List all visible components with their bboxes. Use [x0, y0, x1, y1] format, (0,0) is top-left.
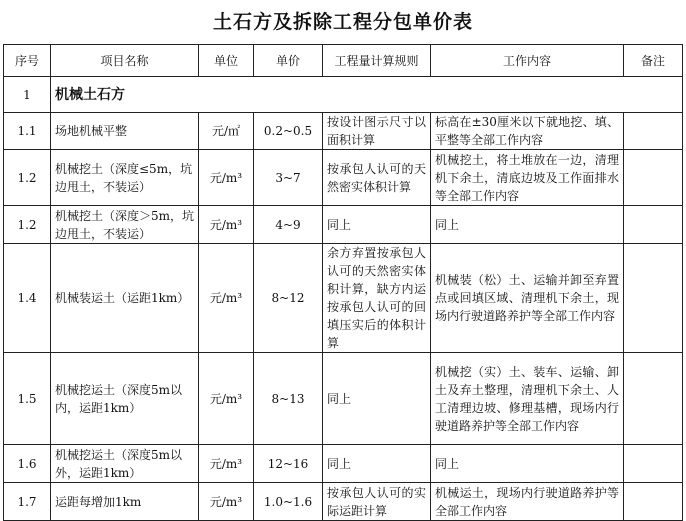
cell-rule: 同上: [323, 445, 431, 483]
cell-unit: 元/m³: [199, 445, 254, 483]
cell-name: 机械挖土（深度≤5m，坑边甩土，不装运）: [51, 150, 199, 206]
cell-remark: [624, 244, 683, 353]
cell-rule: 余方弃置按承包人认可的天然密实体积计算，缺方内运按承包人认可的回填压实后的体积计算: [323, 244, 431, 353]
table-row: [4, 150, 683, 206]
cell-content: 同上: [431, 206, 624, 244]
cell-unit: 元/m³: [199, 206, 254, 244]
cell-remark: [624, 353, 683, 445]
table-row: [4, 206, 683, 244]
table-row: [4, 244, 683, 353]
cell-name: 场地机械平整: [51, 113, 199, 150]
cell-content: 标高在±30厘米以下就地挖、填、平整等全部工作内容: [431, 113, 624, 150]
table-row: [4, 445, 683, 483]
cell-rule: 同上: [323, 353, 431, 445]
cell-price: 0.2~0.5: [254, 113, 323, 150]
cell-content: 机械挖（实）土、装车、运输、卸土及弃土整理，清理机下余土、人工清理边坡、修理基槽，现场内行驶道路养护等全部工作内容: [431, 353, 624, 445]
cell-no: 1.1: [4, 113, 51, 150]
header-name: 项目名称: [51, 45, 199, 77]
header-unit: 单位: [199, 45, 254, 77]
cell-rule: 按承包人认可的天然密实体积计算: [323, 150, 431, 206]
cell-remark: [624, 150, 683, 206]
price-table: [3, 44, 683, 521]
cell-price: 12~16: [254, 445, 323, 483]
cell-rule: 同上: [323, 206, 431, 244]
cell-price: 4~9: [254, 206, 323, 244]
cell-remark: [624, 483, 683, 521]
cell-price: 3~7: [254, 150, 323, 206]
cell-unit: 元/m³: [199, 353, 254, 445]
cell-unit: 元/m³: [199, 150, 254, 206]
cell-no: 1.6: [4, 445, 51, 483]
cell-no: 1.7: [4, 483, 51, 521]
cell-name: 机械挖运土（深度5m以内，运距1km）: [51, 353, 199, 445]
cell-name: 机械挖土（深度＞5m，坑边甩土，不装运）: [51, 206, 199, 244]
table-row: [4, 483, 683, 521]
cell-price: 8~12: [254, 244, 323, 353]
table-row: [4, 353, 683, 445]
cell-rule: 按设计图示尺寸以面积计算: [323, 113, 431, 150]
cell-name: 机械挖运土（深度5m以外，运距1km）: [51, 445, 199, 483]
cell-unit: 元/m³: [199, 244, 254, 353]
section-no: 1: [4, 77, 51, 113]
cell-unit: 元/m³: [199, 483, 254, 521]
cell-content: 机械运土，现场内行驶道路养护等全部工作内容: [431, 483, 624, 521]
cell-no: 1.4: [4, 244, 51, 353]
cell-price: 1.0~1.6: [254, 483, 323, 521]
page-title: 土石方及拆除工程分包单价表: [212, 11, 473, 33]
cell-unit: 元/㎡: [199, 113, 254, 150]
cell-no: 1.2: [4, 150, 51, 206]
table-row: [4, 113, 683, 150]
header-remark: 备注: [624, 45, 683, 77]
cell-name: 运距每增加1km: [51, 483, 199, 521]
cell-price: 8~13: [254, 353, 323, 445]
header-no: 序号: [4, 45, 51, 77]
table-header-row: [4, 45, 683, 77]
section-name: 机械土石方: [51, 77, 683, 113]
header-content: 工作内容: [431, 45, 624, 77]
cell-content: 机械装（松）土、运输并卸至弃置点或回填区域、清理机下余土，现场内行驶道路养护等全部工作内容: [431, 244, 624, 353]
cell-content: 同上: [431, 445, 624, 483]
cell-name: 机械装运土（运距1km）: [51, 244, 199, 353]
cell-remark: [624, 206, 683, 244]
header-rule: 工程量计算规则: [323, 45, 431, 77]
header-price: 单价: [254, 45, 323, 77]
cell-no: 1.2: [4, 206, 51, 244]
cell-remark: [624, 445, 683, 483]
cell-content: 机械挖土，将土堆放在一边，清理机下余土，清底边坡及工作面排水等全部工作内容: [431, 150, 624, 206]
cell-no: 1.5: [4, 353, 51, 445]
cell-rule: 按承包人认可的实际运距计算: [323, 483, 431, 521]
section-row: [4, 77, 683, 113]
cell-remark: [624, 113, 683, 150]
